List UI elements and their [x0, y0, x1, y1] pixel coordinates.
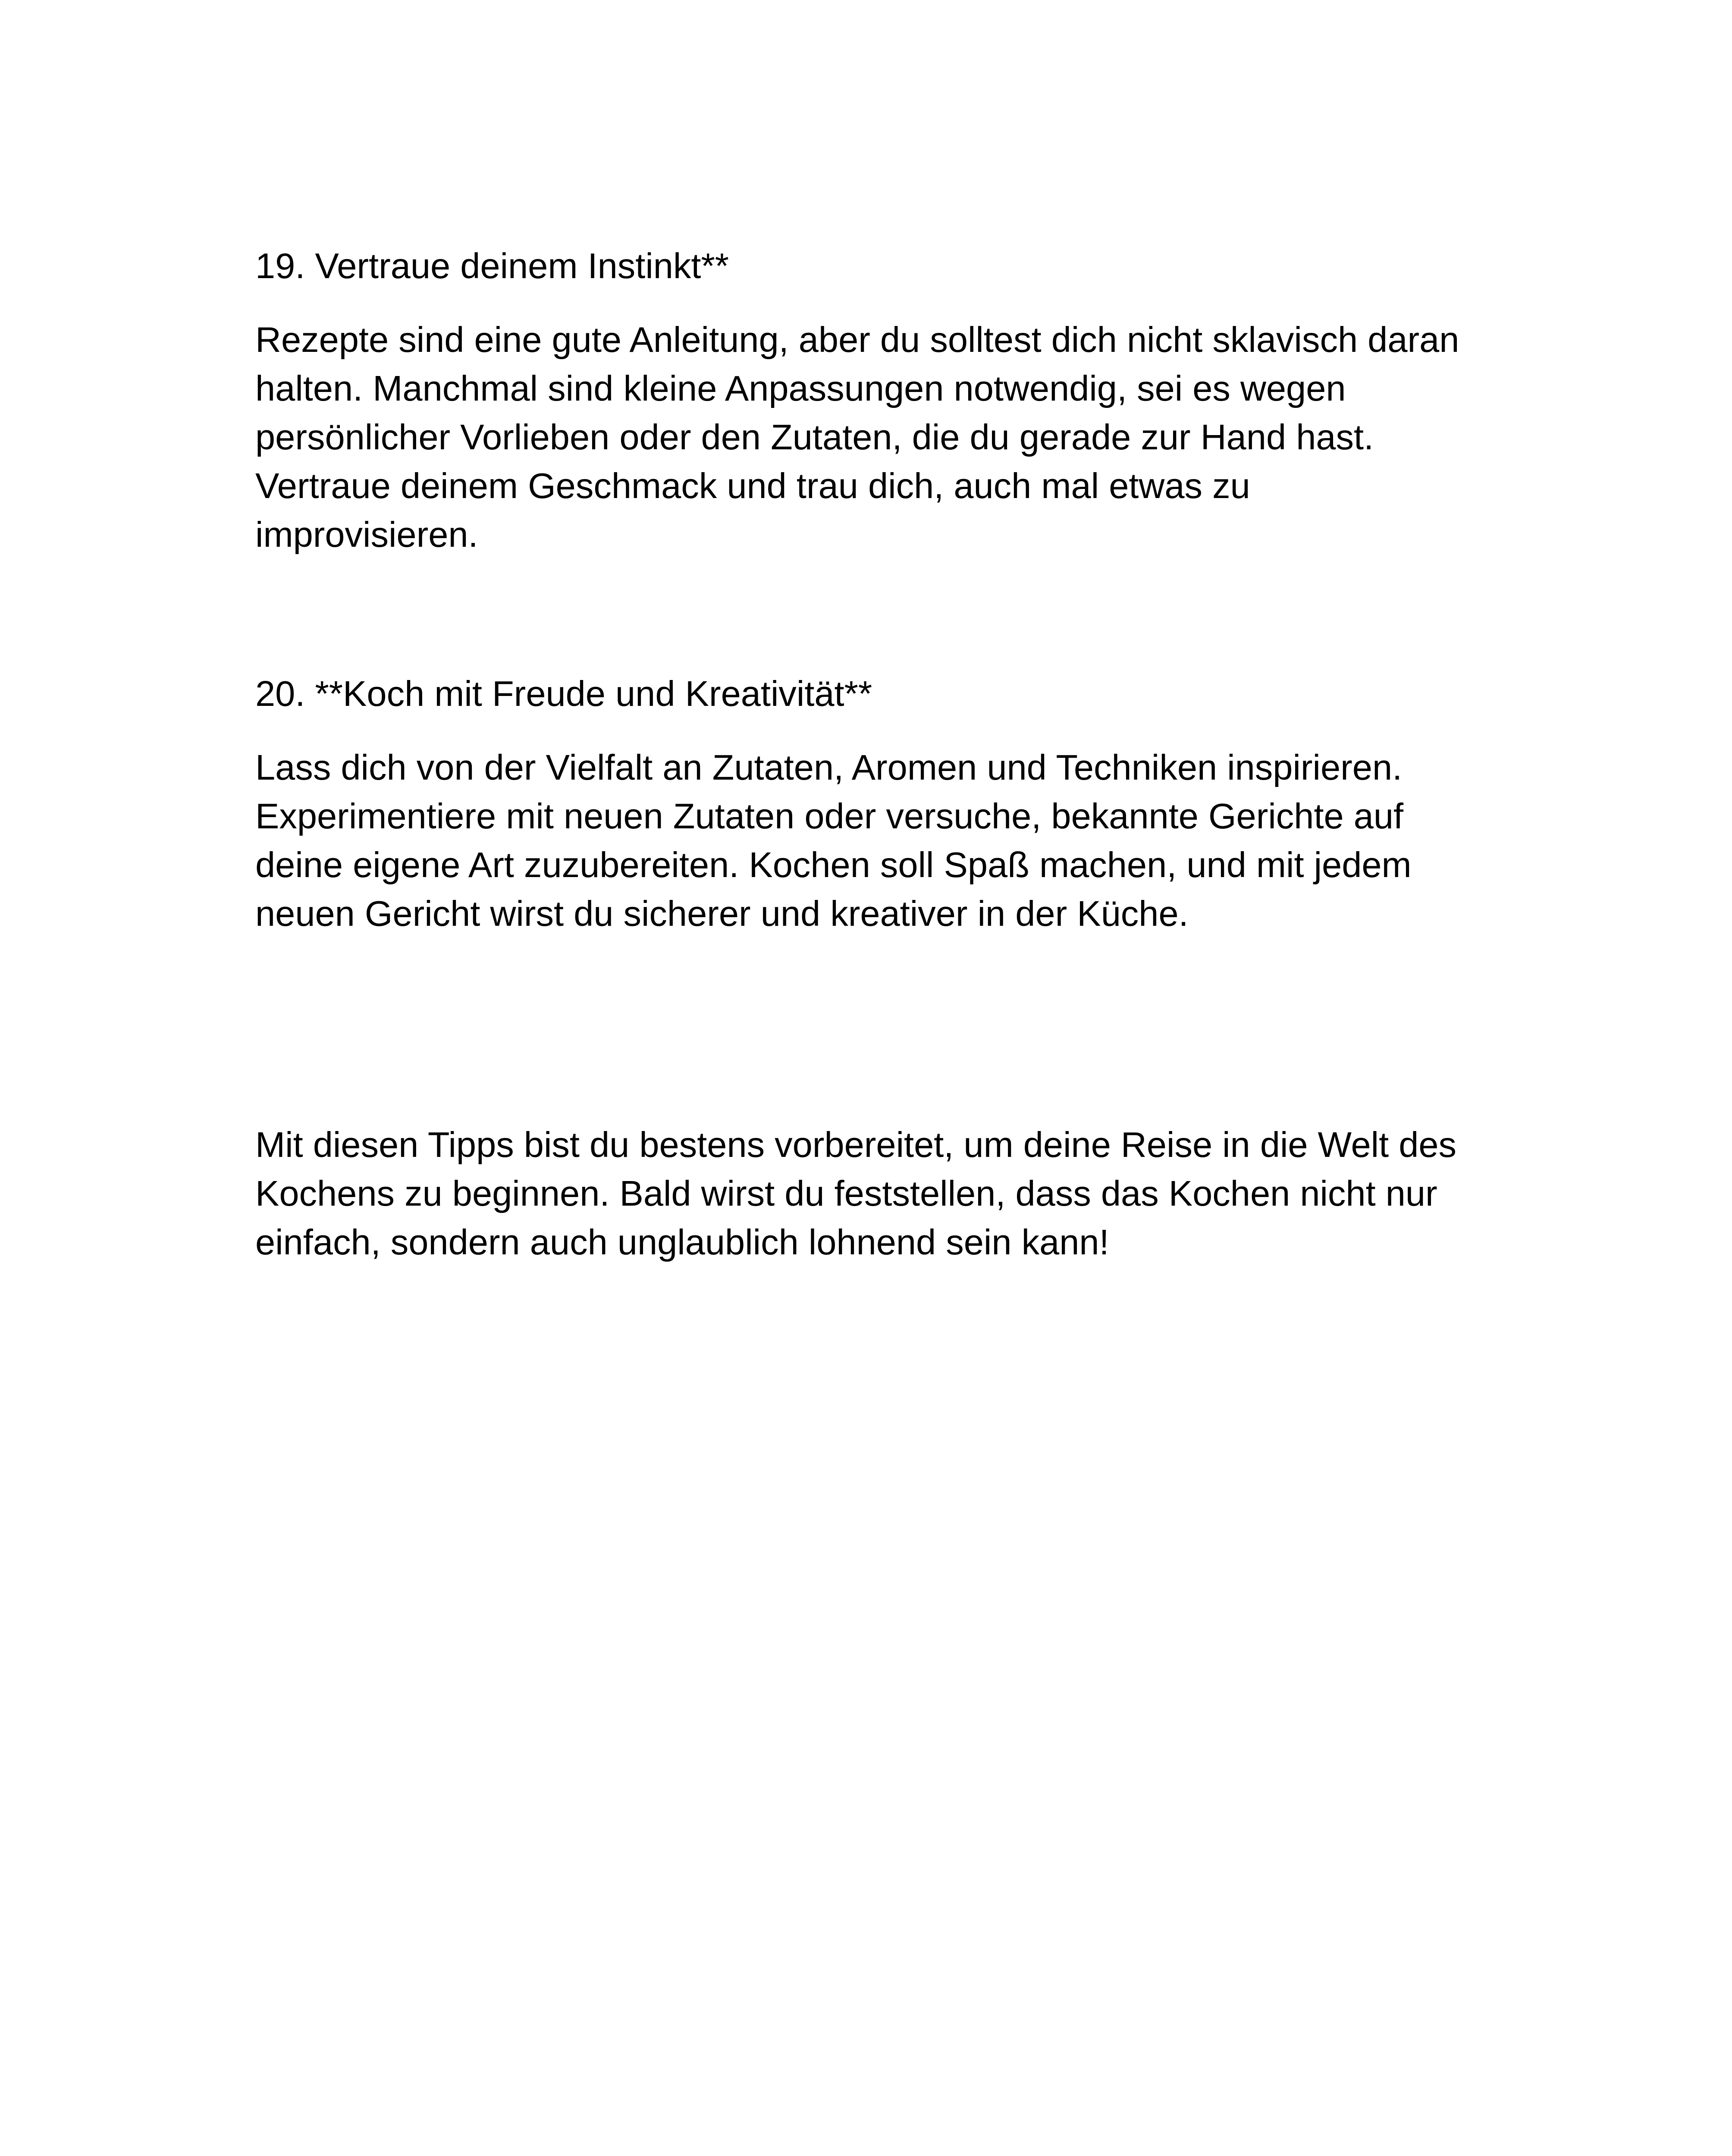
closing-paragraph — [255, 1120, 1506, 1266]
paragraph-line: Vertraue deinem Geschmack und trau dich, auch mal etwas zu — [255, 466, 1250, 506]
section-heading-20: 20. **Koch mit Freude und Kreativität** — [255, 674, 872, 714]
paragraph-line: Rezepte sind eine gute Anleitung, aber du solltest dich nicht sklavisch daran — [255, 320, 1459, 360]
paragraph-line: Experimentiere mit neuen Zutaten oder versuche, bekannte Gerichte auf — [255, 796, 1404, 836]
paragraph-line: persönlicher Vorlieben oder den Zutaten, die du gerade zur Hand hast. — [255, 417, 1374, 457]
paragraph-line: Kochens zu beginnen. Bald wirst du feststellen, dass das Kochen nicht nur — [255, 1173, 1437, 1213]
paragraph-line: halten. Manchmal sind kleine Anpassungen notwendig, sei es wegen — [255, 368, 1346, 408]
paragraph-line: neuen Gericht wirst du sicherer und kreativer in der Küche. — [255, 893, 1189, 934]
paragraph-line: einfach, sondern auch unglaublich lohnend sein kann! — [255, 1222, 1109, 1262]
paragraph-line: Mit diesen Tipps bist du bestens vorbereitet, um deine Reise in die Welt des — [255, 1125, 1457, 1165]
paragraph-line: deine eigene Art zuzubereiten. Kochen soll Spaß machen, und mit jedem — [255, 845, 1412, 885]
paragraph-line: Lass dich von der Vielfalt an Zutaten, Aromen und Techniken inspirieren. — [255, 747, 1403, 787]
section-paragraph-19 — [255, 315, 1506, 559]
page-content — [255, 241, 1506, 938]
section-paragraph-20 — [255, 743, 1506, 938]
section-heading-19: 19. Vertraue deinem Instinkt** — [255, 246, 729, 286]
paragraph-line: improvisieren. — [255, 514, 478, 555]
